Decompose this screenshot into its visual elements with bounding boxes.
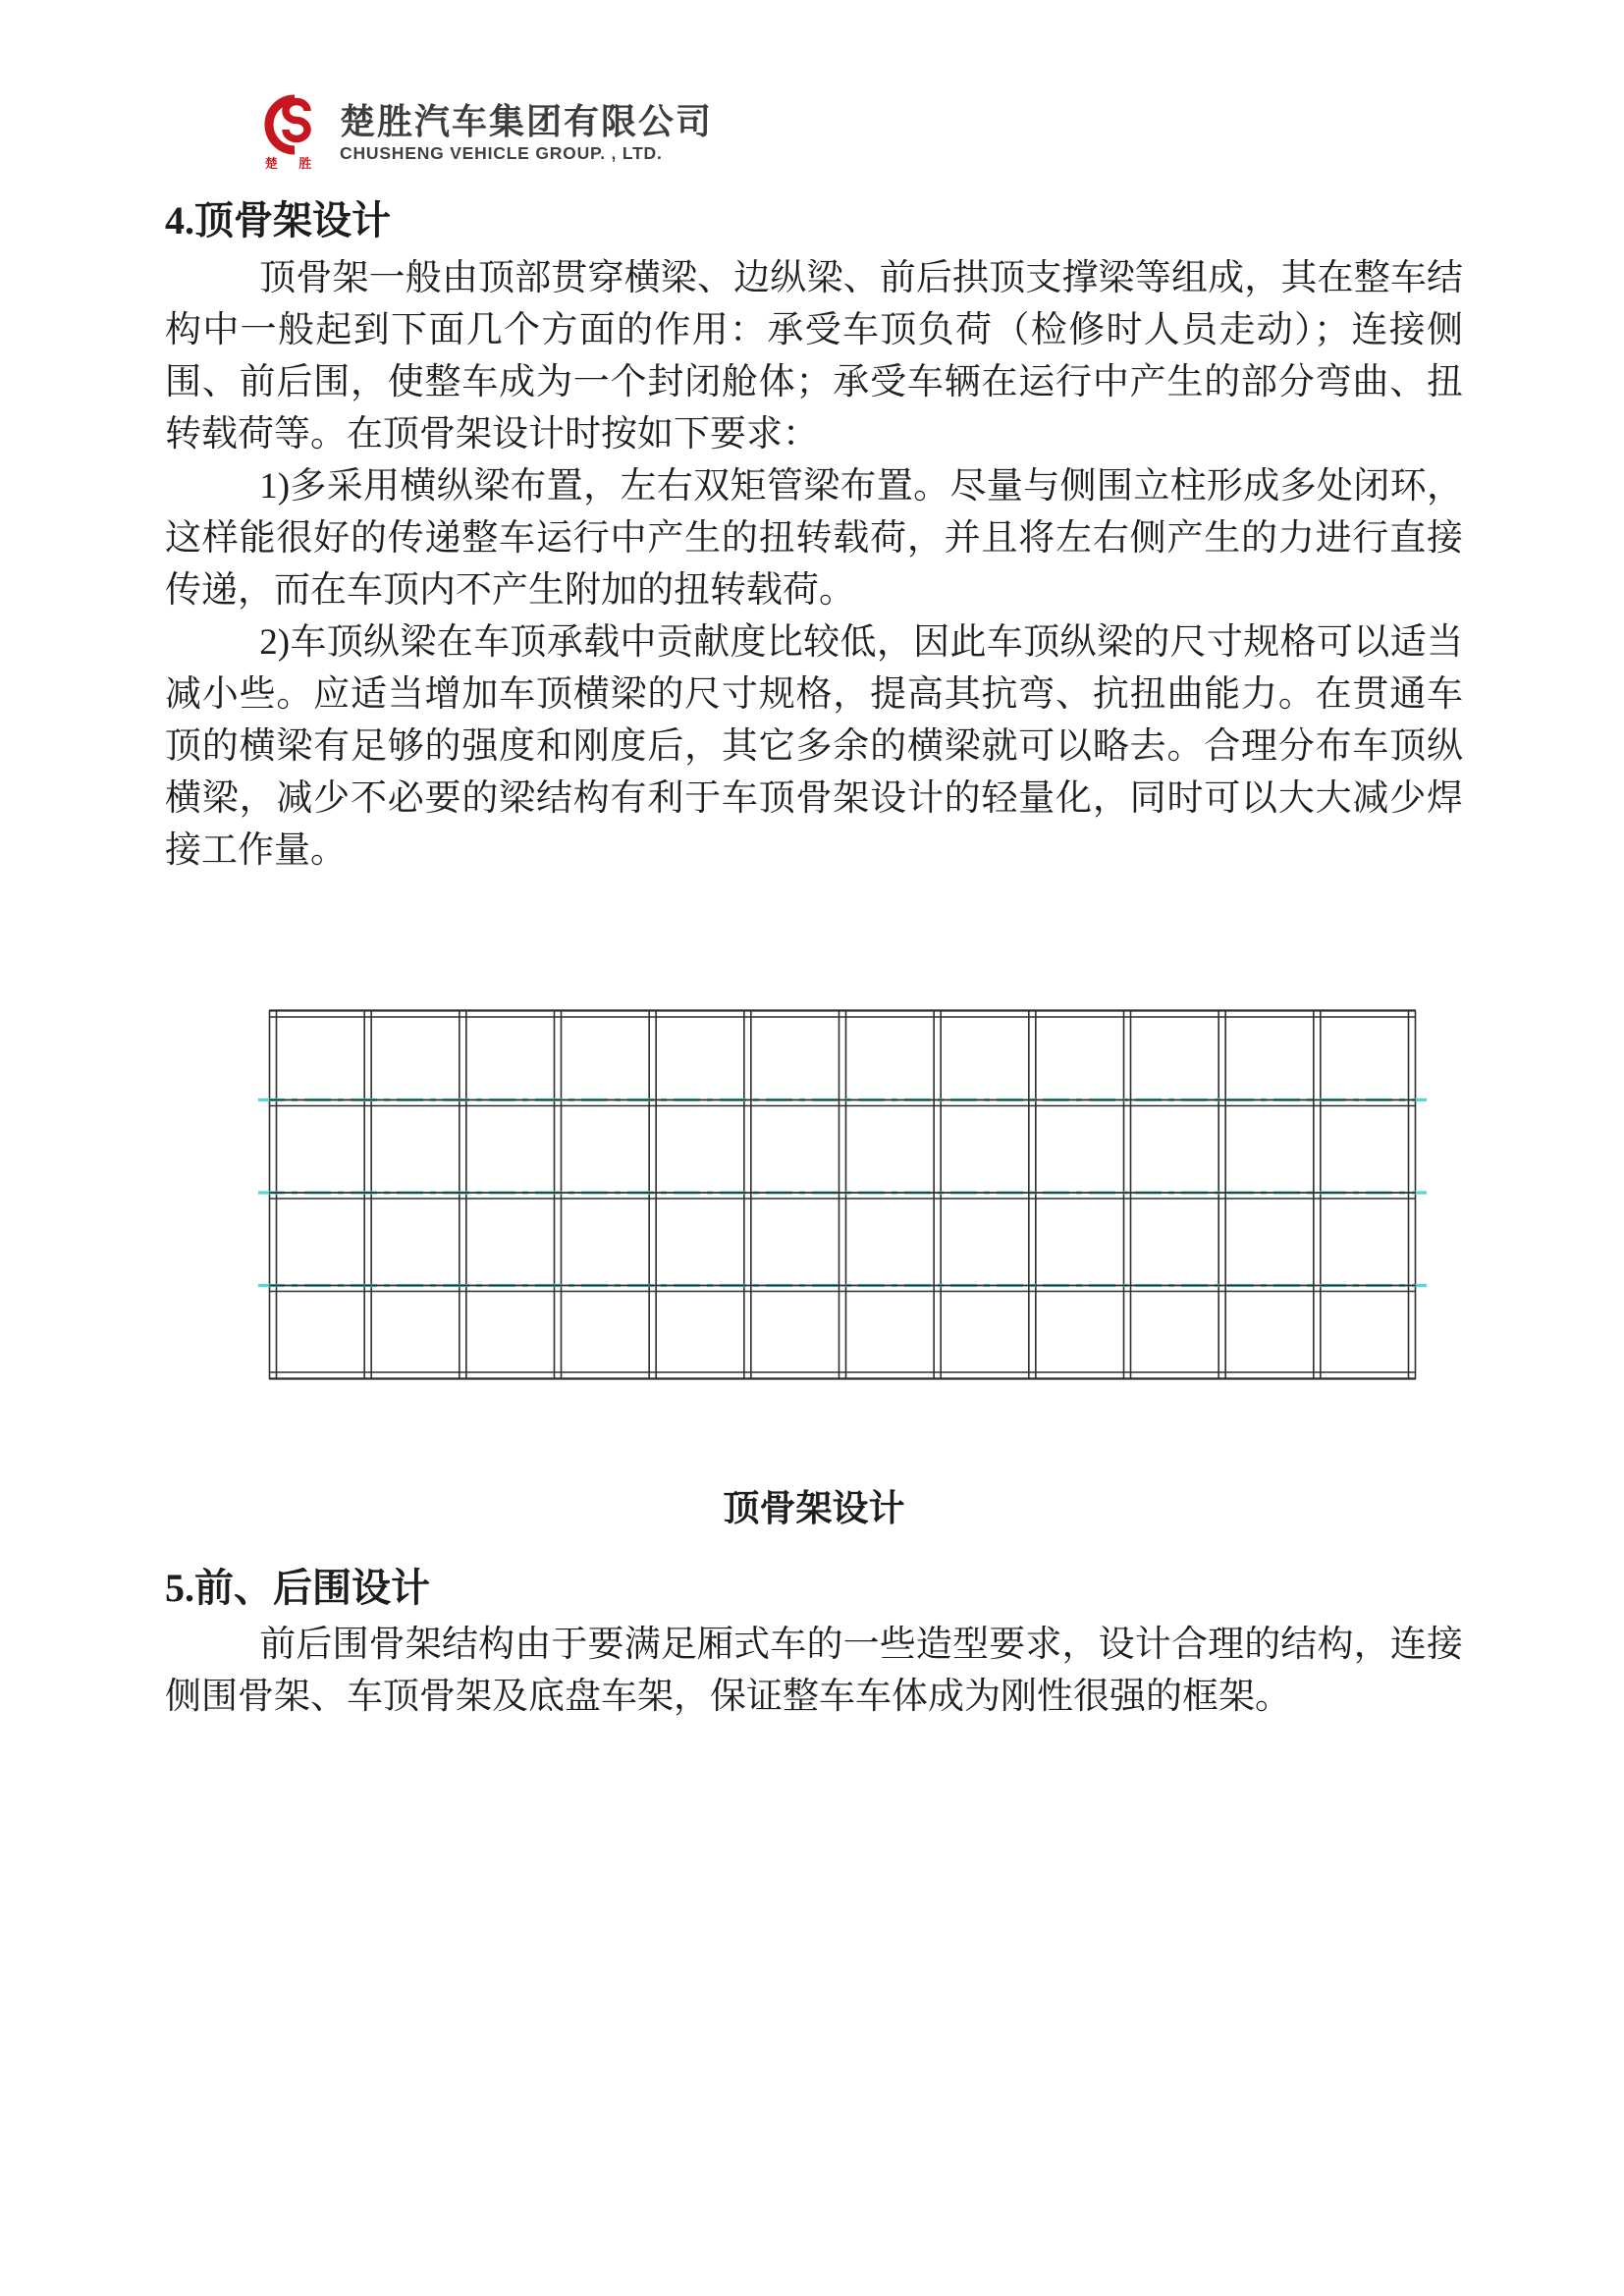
section-5: [165, 1567, 1463, 1723]
section4-paragraph-2: 1)多采用横纵梁布置，左右双矩管梁布置。尽量与侧围立柱形成多处闭环，这样能很好的传递整车运行中产生的扭转载荷，并且将左右侧产生的力进行直接传递，而在车顶内不产生附加的扭转载荷。: [165, 466, 1463, 611]
section5-heading: 5.前、后围设计: [165, 1566, 430, 1610]
figure-caption: 顶骨架设计: [723, 1489, 905, 1529]
company-name-en: CHUSHENG VEHICLE GROUP. , LTD.: [340, 142, 663, 163]
section4-paragraph-3: 2)车顶纵梁在车顶承载中贡献度比较低，因此车顶纵梁的尺寸规格可以适当减小些。应适当增加车顶横梁的尺寸规格，提高其抗弯、抗扭曲能力。在贯通车顶的横梁有足够的强度和刚度后，其它多余的横梁就可以略去。合理分布车顶纵横梁，减少不必要的梁结构有利于车顶骨架设计的轻量化，同时可以大大减少焊接工作量。: [165, 622, 1463, 871]
section5-paragraph-1: 前后围骨架结构由于要满足厢式车的一些造型要求，设计合理的结构，连接侧围骨架、车顶骨架及底盘车架，保证整车车体成为刚性很强的框架。: [165, 1625, 1463, 1717]
section4-heading: 4.顶骨架设计: [165, 198, 391, 242]
company-name-zh: 楚胜汽车集团有限公司: [340, 101, 714, 141]
section-4: [165, 0, 1463, 877]
roof-frame-figure: [258, 1009, 1427, 1380]
logo-emblem-chars: 楚 胜: [264, 156, 321, 171]
section4-paragraph-1: 顶骨架一般由顶部贯穿横梁、边纵梁、前后拱顶支撑梁等组成，其在整车结构中一般起到下面几个方面的作用：承受车顶负荷（检修时人员走动）；连接侧围、前后围，使整车成为一个封闭舱体；承受车辆在运行中产生的部分弯曲、扭转载荷等。在顶骨架设计时按如下要求：: [165, 258, 1463, 454]
